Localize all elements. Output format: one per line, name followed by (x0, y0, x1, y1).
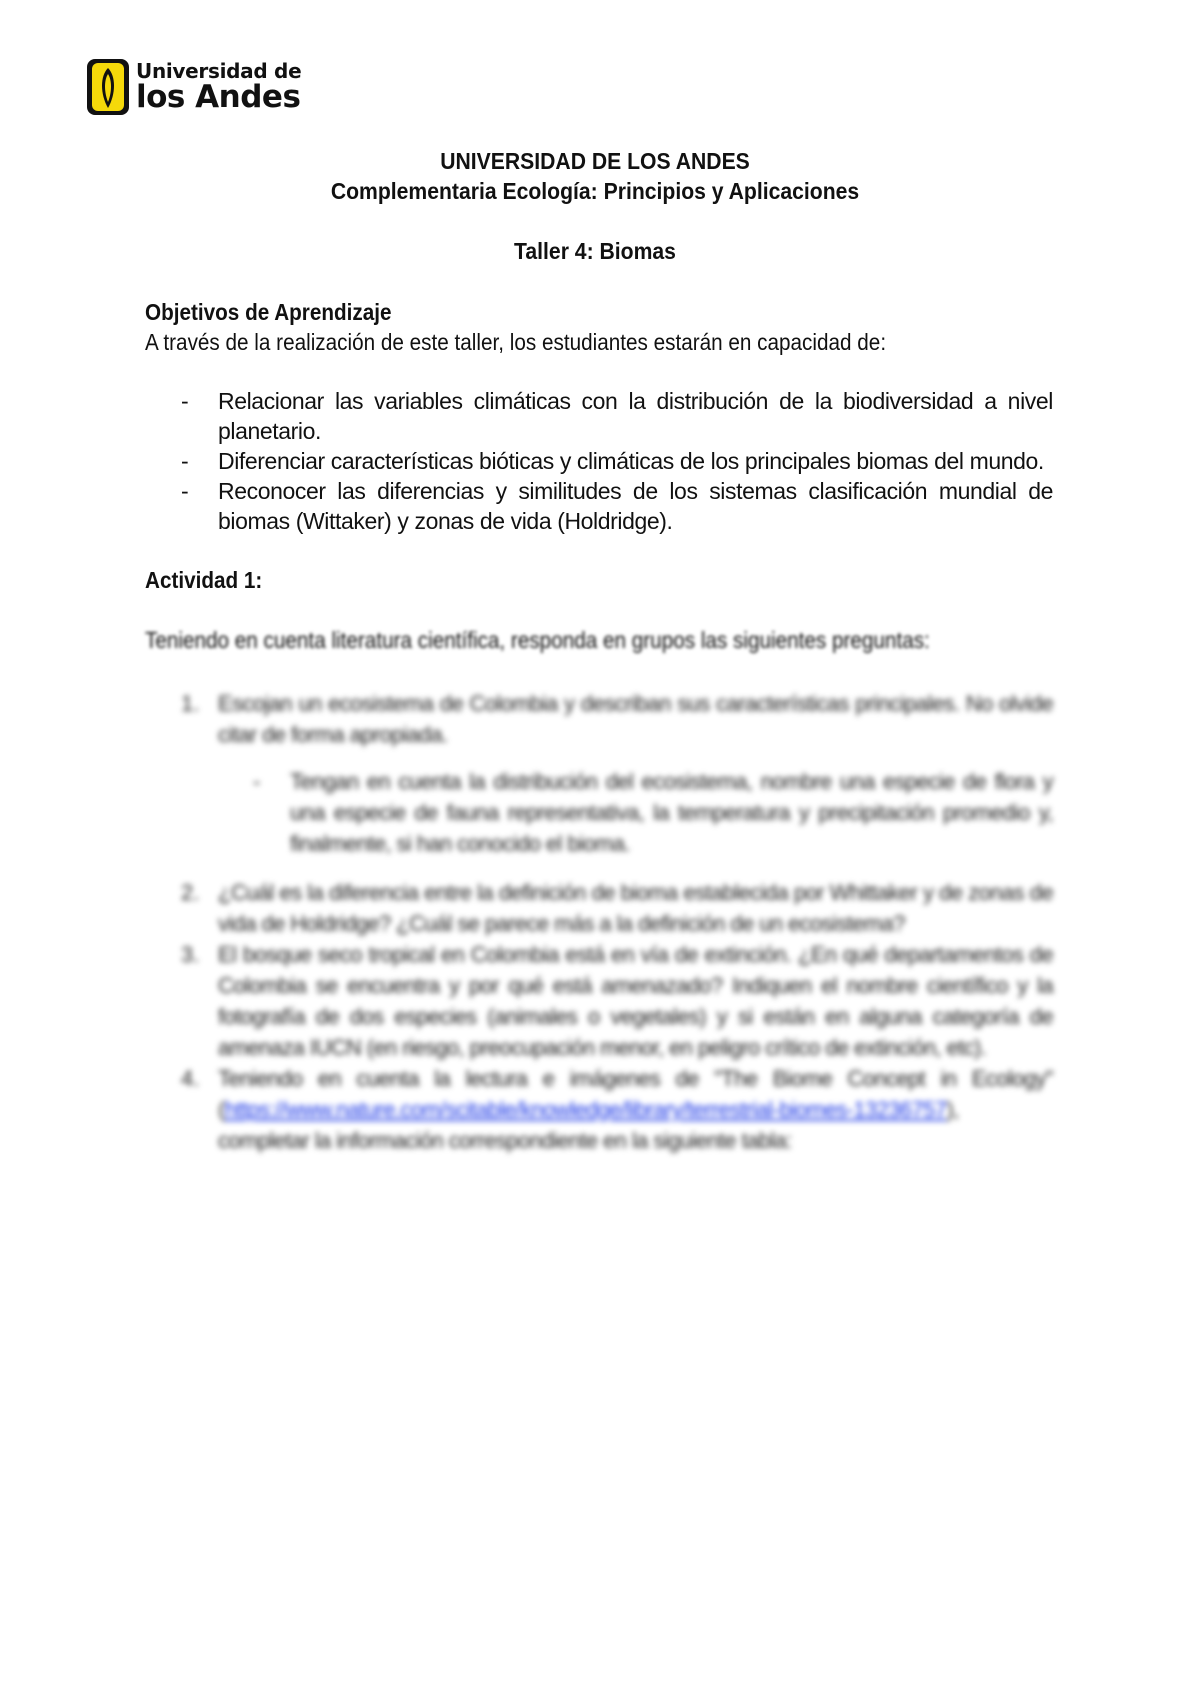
logo-wordmark (136, 61, 301, 113)
question-text-before: Teniendo en cuenta la lectura e imágenes de "The Biome Concept in Ecology" ( (218, 1066, 1053, 1122)
question-item (181, 939, 1053, 1063)
objective-2: Diferenciar características bióticas y climáticas de los principales biomas del mundo. (218, 448, 1044, 474)
course-title: Complementaria Ecología: Principios y Aplicaciones (330, 178, 860, 204)
objectives-intro: A través de la realización de este taller, los estudiantes estarán en capacidad de: (145, 329, 887, 355)
university-logo (86, 58, 301, 116)
list-dash: - (181, 478, 189, 504)
question-number: 1. (181, 691, 200, 716)
list-item (181, 476, 1053, 536)
question-subitem-text: Tengan en cuenta la distribución del ecosistema, nombre una especie de flora y una especie de fauna representativa, la temperatura y precipitación promedio y, finalmente, si han conocido el bioma. (290, 769, 1053, 856)
question-text (218, 1063, 1053, 1156)
question-item (181, 688, 1053, 750)
question-number: 2. (181, 880, 200, 905)
question-item (181, 877, 1053, 939)
list-item (181, 446, 1053, 476)
logo-line-1: Universidad de (136, 59, 302, 83)
list-dash: - (181, 448, 189, 474)
question-subitem (253, 766, 1053, 859)
objectives-list (181, 386, 1053, 536)
university-title: UNIVERSIDAD DE LOS ANDES (440, 148, 750, 174)
objective-1: Relacionar las variables climáticas con la distribución de la biodiversidad a nivel planetario. (218, 388, 1053, 444)
question-text: Escojan un ecosistema de Colombia y describan sus características principales. No olvide citar de forma apropiada. (218, 691, 1053, 747)
workshop-title: Taller 4: Biomas (514, 238, 676, 264)
question-text: ¿Cuál es la diferencia entre la definición de bioma establecida por Whittaker y de zonas de vida de Holdridge? ¿Cuál se parece más a la definición de un ecosistema? (218, 880, 1053, 936)
objective-3: Reconocer las diferencias y similitudes de los sistemas clasificación mundial de biomas (Wittaker) y zonas de vida (Holdridge). (218, 478, 1053, 534)
logo-emblem-icon (86, 58, 130, 116)
question-number: 3. (181, 942, 200, 967)
objectives-heading: Objetivos de Aprendizaje (145, 299, 392, 325)
objectives-section (145, 297, 1053, 357)
question-text: El bosque seco tropical en Colombia está en vía de extinción. ¿En qué departamentos de Colombia se encuentra y por qué está amenazado? Indiquen el nombre científico y la fotografía de dos especies (animales o vegetales) y si están en alguna categoría de amenaza IUCN (en riesgo, preocupación menor, en peligro crítico de extinción, etc). (218, 942, 1053, 1060)
logo-line-2: los Andes (136, 79, 301, 115)
reference-link[interactable]: https://www.nature.com/scitable/knowledge/library/terrestrial-biomes-13236757 (224, 1097, 947, 1122)
activity-heading: Actividad 1: (145, 567, 263, 593)
activity-section (145, 565, 1053, 595)
question-bullet: - (253, 769, 261, 794)
question-item (181, 1063, 1053, 1156)
question-number: 4. (181, 1066, 200, 1091)
list-item (181, 386, 1053, 446)
questions-list (181, 688, 1053, 1156)
question-text-after: ), completar la información correspondiente en la siguiente tabla: (218, 1097, 959, 1153)
activity-intro: Teniendo en cuenta literatura científica, responda en grupos las siguientes preguntas: (145, 627, 930, 653)
activity-intro-wrapper (145, 625, 1053, 655)
list-dash: - (181, 388, 189, 414)
